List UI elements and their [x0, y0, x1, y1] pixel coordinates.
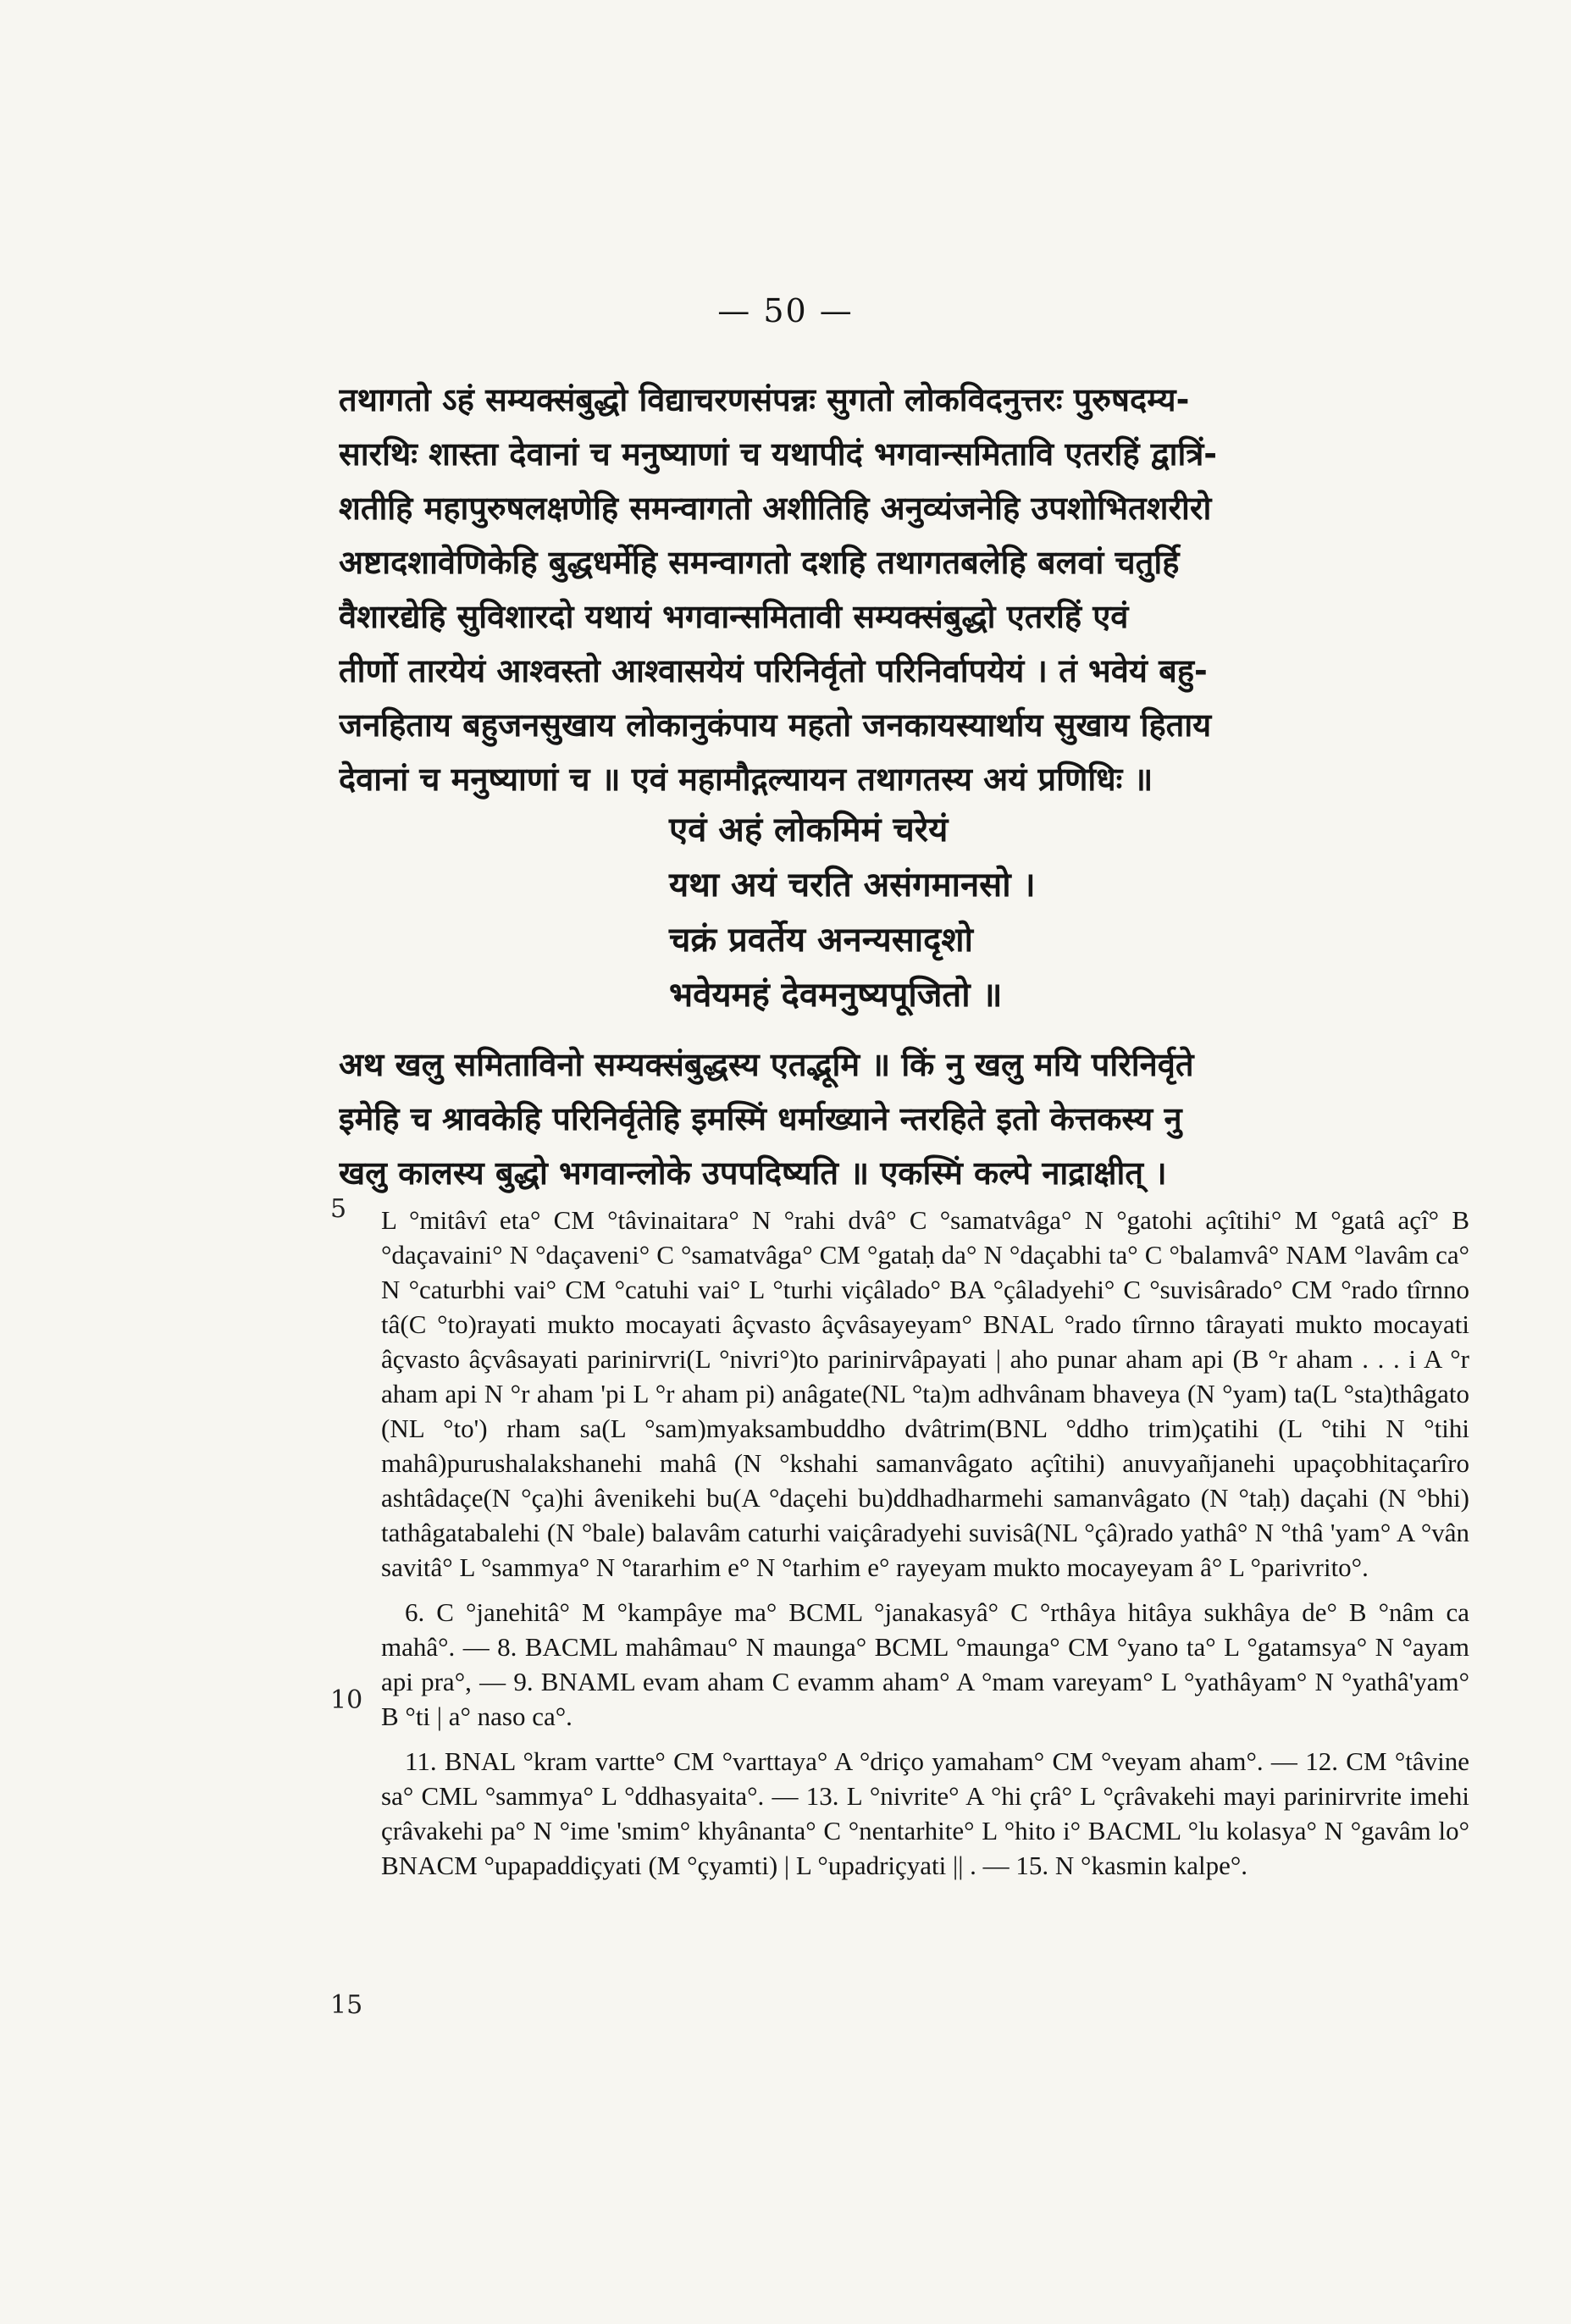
- prose-line: तथागतो ऽहं सम्यक्संबुद्धो विद्याचरणसंपन्नः सुगतो लोकविदनुत्तरः पुरुषदम्य-: [339, 381, 1190, 418]
- line-number-15: 15: [330, 1990, 363, 2020]
- line-number-5: 5: [330, 1194, 347, 1224]
- prose-line: जनहिताय बहुजनसुखाय लोकानुकंपाय महतो जनकायस्यार्थाय सुखाय हिताय: [339, 706, 1212, 744]
- sanskrit-verse: [669, 800, 1431, 1021]
- prose-line: देवानां च मनुष्याणां च ॥ एवं महामौद्गल्यायन तथागतस्य अयं प्रणिधिः ॥: [339, 761, 1153, 798]
- verse-line: चक्रं प्रवर्तेय अनन्यसादृशो: [669, 921, 973, 960]
- critical-apparatus: [381, 1203, 1469, 1883]
- prose-line: वैशारद्येहि सुविशारदो यथायं भगवान्समितावी सम्यक्संबुद्धो एतरहिं एवं: [339, 598, 1129, 635]
- prose-line: खलु कालस्य बुद्धो भगवान्लोके उपपदिष्यति ॥ एकस्मिं कल्पे नाद्राक्षीत् ।: [339, 1154, 1167, 1192]
- verse-line: एवं अहं लोकमिमं चरेयं: [669, 811, 949, 849]
- verse-line: भवेयमहं देवमनुष्यपूजितो ॥: [669, 976, 1003, 1015]
- page-number: — 50 —: [717, 292, 854, 329]
- sanskrit-prose-block-2: [339, 1038, 1474, 1200]
- line-number-10: 10: [330, 1685, 363, 1715]
- verse-line: यथा अयं चरति असंगमानसो ।: [669, 866, 1036, 905]
- prose-line: अष्टादशावेणिकेहि बुद्धधर्मेहि समन्वागतो दशहि तथागतबलेहि बलवां चतुर्हि: [339, 544, 1180, 581]
- prose-line: तीर्णो तारयेयं आश्वस्तो आश्वासयेयं परिनिर्वृतो परिनिर्वापयेयं । तं भवेयं बहु-: [339, 652, 1208, 689]
- prose-line: सारथिः शास्ता देवानां च मनुष्याणां च यथापीदं भगवान्समितावि एतरहिं द्वात्रिं-: [339, 435, 1218, 473]
- variant-notes-1-5: L °mitâvî eta° CM °tâvinaitara° N °rahi dvâ° C °samatvâga° N °gatohi açîtihi° M °gatâ açî° B °daçavaini° N °daçaveni° C °samatvâga° CM °gataḥ da° N °daçabhi ta° C °balamvâ° NAM °lavâm ca° N °caturbhi vai° CM °catuhi vai° L °turhi viçâlado° BA °çâladyehi° C °suvisârado° CM °rado tîrnno tâ(C °to)rayati mukto mocayati âçvasto âçvâsayeyam° BNAL °rado tîrnno târayati mukto mocayati âçvasto âçvâsayati parinirvri(L °nivri°)to parinirvâpayati | aho punar aham api (B °r aham . . . i A °r aham api N °r aham 'pi L °r aham pi) anâgate(NL °ta)m adhvânam bhaveya (N °yam) ta(L °sta)thâgato (NL °to') rham sa(L °sam)myaksambuddho dvâtrim(BNL °ddho trim)çatihi (L °tihi N °tihi mahâ)purushalakshanehi mahâ (N °kshahi samanvâgato açîtihi) anuvyañjanehi upaçobhitaçarîro ashtâdaçe(N °ça)hi âvenikehi bu(A °daçehi bu)ddhadharmehi samanvâgato (N °taḥ) daçahi (N °bhi) tathâgatabalehi (N °bale) balavâm caturhi vaiçâradyehi suvisâ(NL °çâ)rado yathâ° N °thâ 'yam° A °vân savitâ° L °sammya° N °tararhim e° N °tarhim e° rayeyam mukto mocayeyam â° L °parivrito°.: [381, 1205, 1469, 1582]
- sanskrit-prose-block-1: [339, 373, 1474, 806]
- variant-notes-6-9: 6. C °janehitâ° M °kampâye ma° BCML °janakasyâ° C °rthâya hitâya sukhâya de° B °nâm ca mahâ°. — 8. BACML mahâmau° N maunga° BCML °maunga° CM °yano ta° L °gatamsya° N °ayam api pra°, — 9. BNAML evam aham C evamm aham° A °mam vareyam° L °yathâyam° N °yathâ'yam° B °ti | a° naso ca°.: [381, 1597, 1469, 1731]
- prose-line: इमेहि च श्रावकेहि परिनिर्वृतेहि इमस्मिं धर्माख्याने न्तरहिते इतो केत्तकस्य नु: [339, 1100, 1182, 1137]
- variant-notes-11-15: 11. BNAL °kram vartte° CM °varttaya° A °driço yamaham° CM °veyam aham°. — 12. CM °tâvine sa° CML °sammya° L °ddhasyaita°. — 13. L °nivrite° A °hi çrâ° L °çrâvakehi mayi parinirvrite imehi çrâvakehi pa° N °ime 'smim° khyânanta° C °nentarhite° L °hito i° BACML °lu kolasya° N °gavâm lo° BNACM °upapaddiçyati (M °çyamti) | L °upadriçyati || . — 15. N °kasmin kalpe°.: [381, 1746, 1469, 1880]
- prose-line: शतीहि महापुरुषलक्षणेहि समन्वागतो अशीतिहि अनुव्यंजनेहि उपशोभितशरीरो: [339, 490, 1212, 527]
- prose-line: अथ खलु समिताविनो सम्यक्संबुद्धस्य एतद्भूमि ॥ किं नु खलु मयि परिनिर्वृते: [339, 1046, 1194, 1083]
